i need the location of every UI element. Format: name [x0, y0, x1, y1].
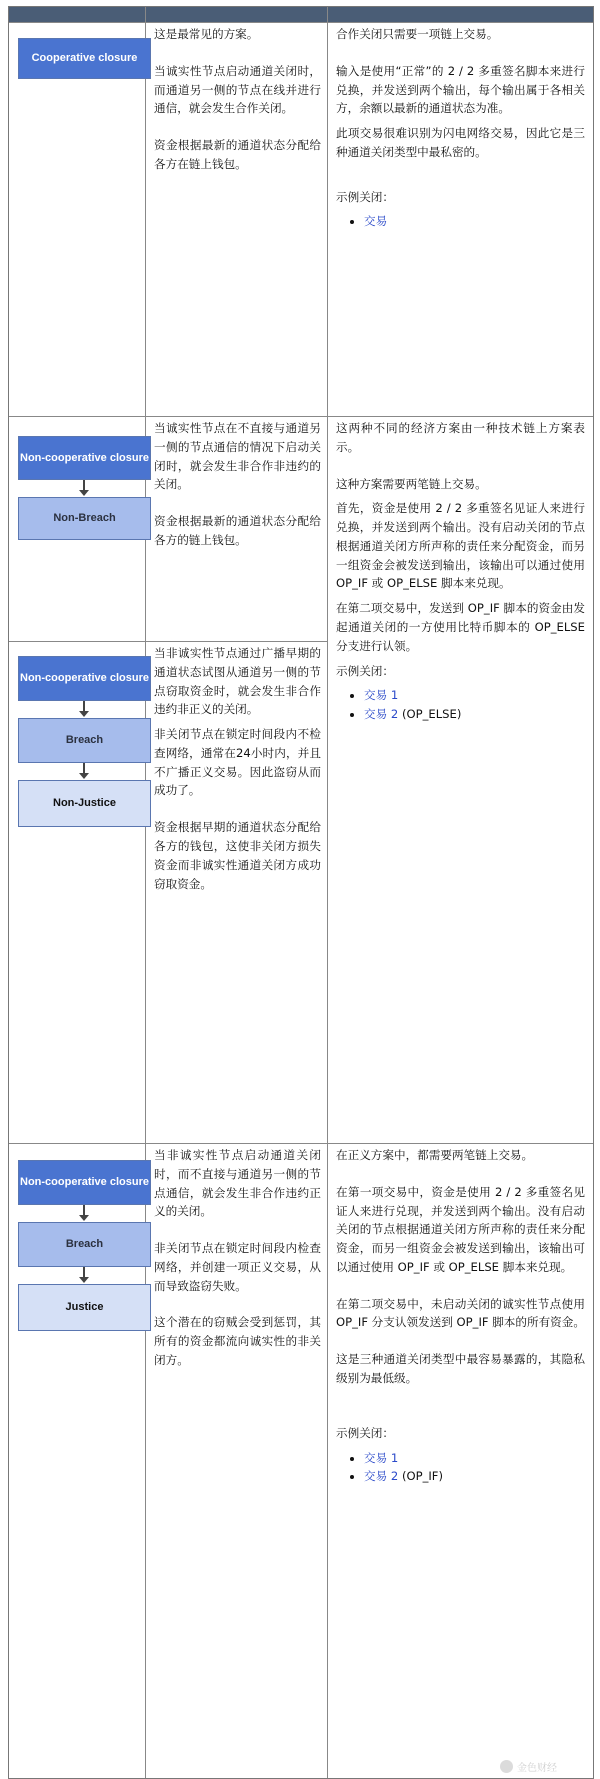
row-divider — [9, 22, 593, 23]
paragraph: 当非诚实性节点启动通道关闭时，而不直接与通道另一侧的节点通信，就会发生非合作违约正义的关闭。 — [154, 1148, 321, 1219]
example-label: 示例关闭： — [336, 663, 394, 678]
non-justice-description — [154, 644, 321, 893]
paragraph: 首先，资金是使用 2 / 2 多重签名见证人来进行兑换，并发送到两个输出。没有启动关闭的节点根据通道关闭方所声称的责任来分配资金，而另一组资金会被发送到输出，该输出可以通过使用 OP_IF 或 OP_ELSE 脚本来兑现。 — [336, 501, 585, 591]
down-arrow-icon — [83, 1267, 85, 1278]
paragraph: 当诚实性节点启动通道关闭时，而通道另一侧的节点在线并进行通信，就会发生合作关闭。 — [154, 63, 321, 116]
row-divider — [9, 1143, 593, 1144]
watermark-text: 金色财经 — [517, 1762, 557, 1774]
non-breach-description — [154, 419, 321, 550]
down-arrow-icon — [83, 1205, 85, 1216]
row-divider — [9, 641, 327, 642]
list-item — [364, 1467, 585, 1486]
paragraph: 资金根据最新的通道状态分配给各方的链上钱包。 — [154, 514, 321, 547]
transaction-link[interactable]: 交易 — [364, 214, 388, 229]
diagram-box-non-cooperative-closure: Non-cooperative closure — [18, 656, 151, 701]
link-suffix: (OP_IF) — [401, 1469, 443, 1484]
paragraph: 当非诚实性节点通过广播早期的通道状态试图从通道另一侧的节点窃取资金时，就会发生非合作违约非正义的关闭。 — [154, 646, 321, 717]
non-cooperative-mechanics — [336, 419, 585, 724]
example-links — [336, 212, 585, 231]
paragraph: 非关闭节点在锁定时间段内检查网络，并创建一项正义交易，从而导致盗窃失败。 — [154, 1241, 321, 1293]
example-label: 示例关闭： — [336, 1425, 394, 1440]
diagram-box-non-cooperative-closure: Non-cooperative closure — [18, 1160, 151, 1205]
paragraph: 在第一项交易中，资金是使用 2 / 2 多重签名见证人来进行兑现，并发送到两个输出。没有启动关闭的节点根据通道关闭方所声称的责任来分配资金，而另一组资金会被发送到输出，该输出可以通过使用 OP_IF 或 OP_ELSE 脚本来兑现。 — [336, 1184, 585, 1274]
paragraph: 这是三种通道关闭类型中最容易暴露的，其隐私级别为最低级。 — [336, 1352, 585, 1386]
paragraph: 在正义方案中，都需要两笔链上交易。 — [336, 1148, 534, 1162]
paragraph: 这种方案需要两笔链上交易。 — [336, 476, 487, 491]
transaction-link[interactable]: 交易 2 — [364, 707, 399, 722]
justice-mechanics — [336, 1146, 585, 1486]
column-divider — [327, 7, 328, 1778]
paragraph: 资金根据早期的通道状态分配给各方的钱包，这使非关闭方损失资金而非诚实性通道关闭方成功窃取资金。 — [154, 820, 321, 891]
transaction-link[interactable]: 交易 1 — [364, 688, 399, 703]
diagram-box-justice: Justice — [18, 1284, 151, 1331]
paragraph: 这个潜在的窃贼会受到惩罚，其所有的资金都流向诚实性的非关闭方。 — [154, 1315, 321, 1368]
example-label: 示例关闭： — [336, 189, 394, 204]
closure-types-table — [8, 6, 594, 1779]
watermark-logo-icon — [500, 1760, 513, 1773]
paragraph: 合作关闭只需要一项链上交易。 — [336, 27, 499, 41]
cooperative-mechanics — [336, 25, 585, 231]
transaction-link[interactable]: 交易 2 — [364, 1469, 399, 1484]
down-arrow-icon — [83, 701, 85, 712]
paragraph: 在第二项交易中，未启动关闭的诚实性节点使用 OP_IF 分支认领发送到 OP_IF 脚本的所有资金。 — [336, 1296, 585, 1330]
list-item — [364, 212, 585, 231]
diagram-box-breach: Breach — [18, 1222, 151, 1267]
diagram-box-non-cooperative-closure: Non-cooperative closure — [18, 436, 151, 480]
justice-description — [154, 1146, 321, 1370]
table-header-bar — [9, 7, 593, 22]
example-links — [336, 1449, 585, 1487]
diagram-box-cooperative-closure: Cooperative closure — [18, 38, 151, 79]
down-arrow-icon — [83, 480, 85, 491]
link-suffix: (OP_ELSE) — [401, 707, 462, 722]
paragraph: 当诚实性节点在不直接与通道另一侧的节点通信的情况下启动关闭时，就会发生非合作非违约的关闭。 — [154, 421, 321, 492]
cooperative-description — [154, 25, 321, 174]
column-divider — [145, 7, 146, 1778]
list-item — [364, 1449, 585, 1468]
transaction-link[interactable]: 交易 1 — [364, 1450, 399, 1465]
paragraph: 这两种不同的经济方案由一种技术链上方案表示。 — [336, 421, 585, 454]
paragraph: 资金根据最新的通道状态分配给各方在链上钱包。 — [154, 138, 321, 171]
list-item — [364, 705, 585, 724]
row-divider — [9, 416, 593, 417]
diagram-box-non-breach: Non-Breach — [18, 497, 151, 540]
watermark — [500, 1756, 592, 1776]
down-arrow-icon — [83, 763, 85, 774]
example-links — [336, 686, 585, 724]
list-item — [364, 686, 585, 705]
paragraph: 非关闭节点在锁定时间段内不检查网络，通常在24小时内，并且不广播正义交易。因此盗窃从而成功了。 — [154, 727, 321, 798]
diagram-box-breach: Breach — [18, 718, 151, 763]
paragraph: 在第二项交易中，发送到 OP_IF 脚本的资金由发起通道关闭的一方使用比特币脚本的 OP_ELSE 分支进行认领。 — [336, 601, 585, 653]
paragraph: 输入是使用“正常”的 2 / 2 多重签名脚本来进行兑换，并发送到两个输出，每个输出属于各相关方，余额以最新的通道状态为准。 — [336, 63, 585, 116]
diagram-box-non-justice: Non-Justice — [18, 780, 151, 827]
paragraph: 这是最常见的方案。 — [154, 27, 259, 41]
paragraph: 此项交易很难识别为闪电网络交易，因此它是三种通道关闭类型中最私密的。 — [336, 126, 585, 159]
